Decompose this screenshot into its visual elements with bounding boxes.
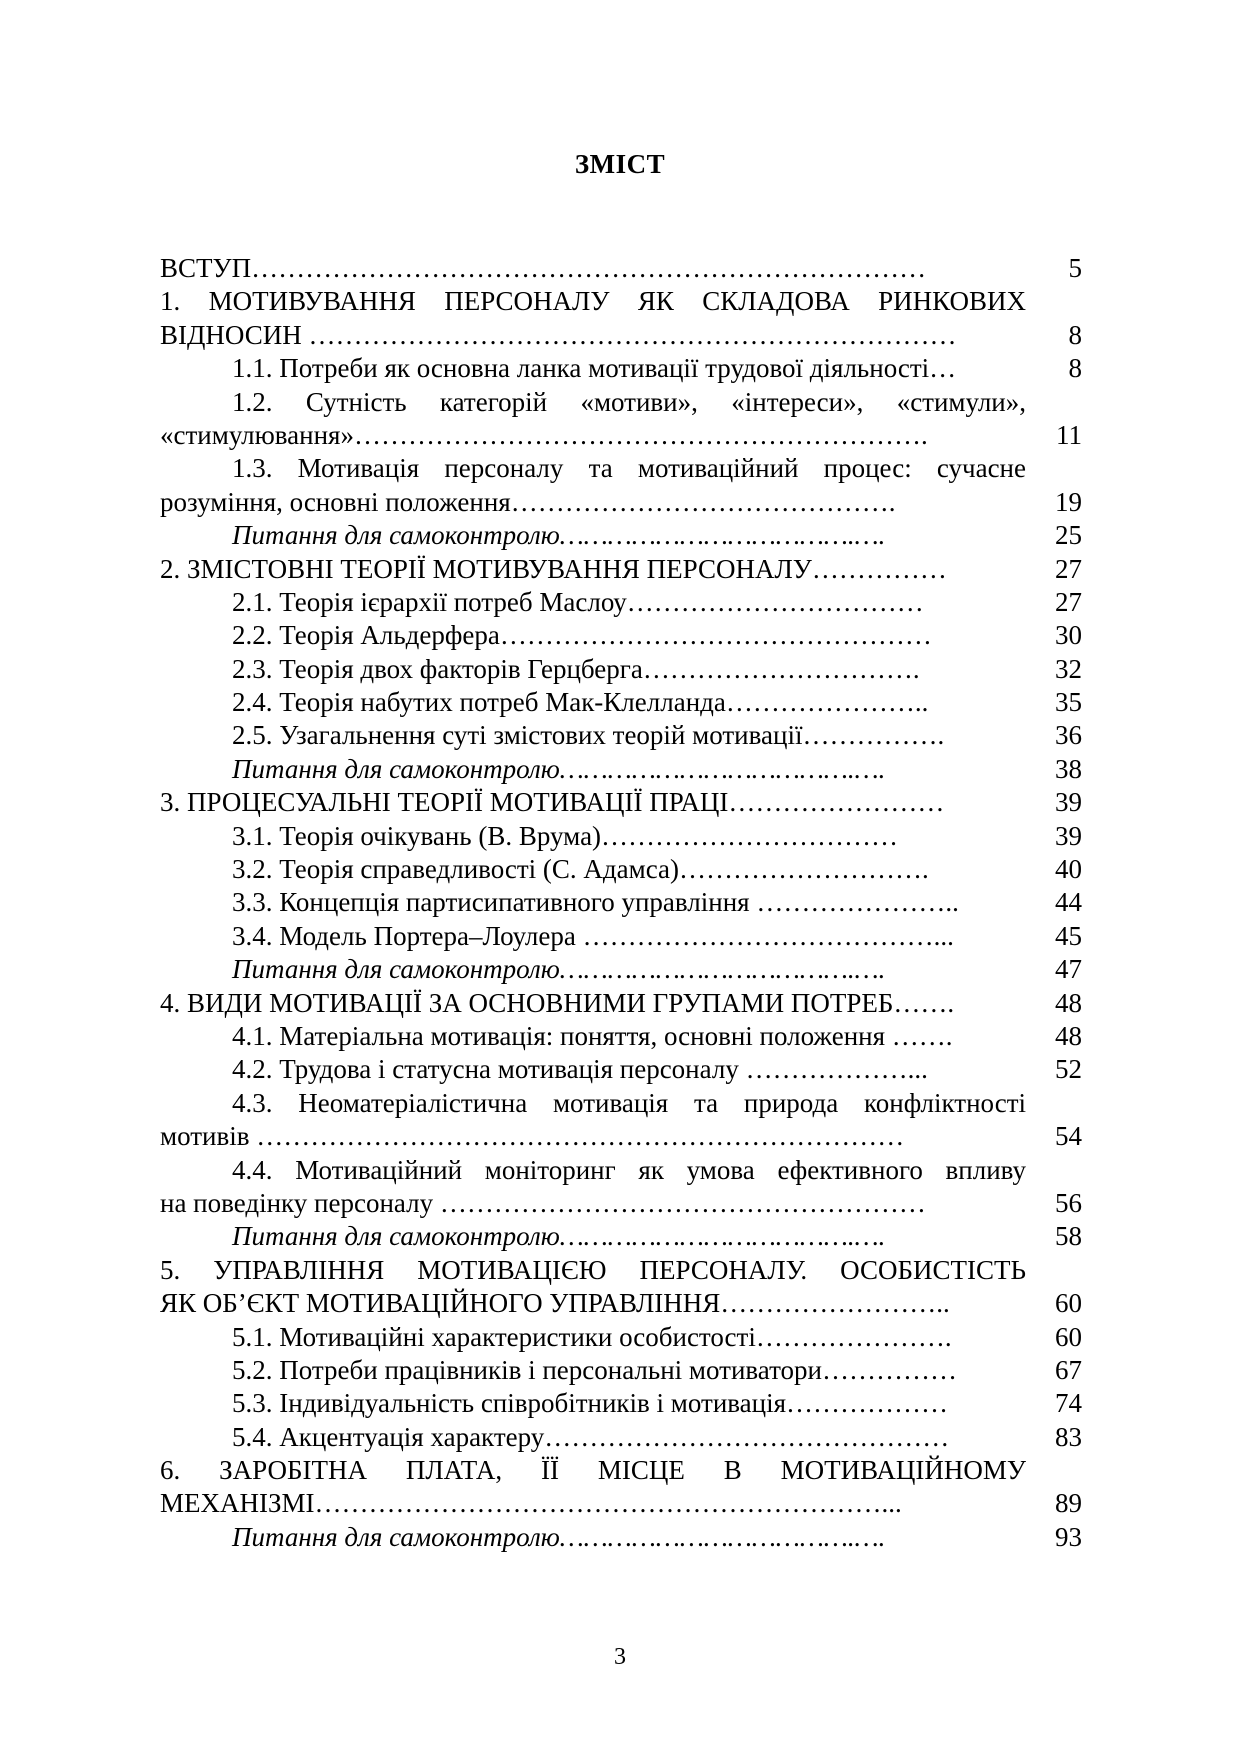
toc-entry-text: 1.1. Потреби як основна ланка мотивації трудової діяльності… [232, 353, 957, 384]
toc-row [160, 319, 1082, 352]
toc-entry-text: 5.3. Індивідуальність співробітників і мотивація……………… [232, 1388, 949, 1419]
toc-page-number: 67 [1055, 1354, 1082, 1385]
page-number: 3 [614, 1644, 626, 1670]
toc-page-number: 38 [1055, 753, 1082, 784]
toc-row [160, 519, 1082, 552]
toc-page-number: 30 [1055, 620, 1082, 651]
toc-row [160, 553, 1082, 586]
toc-entry-text: 3.2. Теорія справедливості (С. Адамса)………………………. [232, 854, 929, 885]
toc-row [160, 1454, 1082, 1487]
toc-entry-text: МЕХАНІЗМІ………………………………………………………... [160, 1488, 902, 1519]
toc-page-number: 35 [1055, 687, 1082, 718]
toc-entry-text: 2. ЗМІСТОВНІ ТЕОРІЇ МОТИВУВАННЯ ПЕРСОНАЛУ…………… [160, 553, 947, 584]
toc-entry-text: 2.1. Теорія ієрархії потреб Маслоу…………………………… [232, 586, 924, 617]
toc-page-number: 19 [1055, 486, 1082, 517]
toc-entry-text: на поведінку персоналу ……………………………………………… [160, 1187, 926, 1218]
toc-row [160, 1020, 1082, 1053]
toc-row [160, 786, 1082, 819]
toc-row [160, 853, 1082, 886]
toc-entry-text: 2.3. Теорія двох факторів Герцберга…………………………. [232, 653, 920, 684]
toc-row [160, 686, 1082, 719]
toc-row [160, 252, 1082, 285]
toc-row [160, 1487, 1082, 1520]
toc-row [160, 1287, 1082, 1320]
toc-entry-text: 5. УПРАВЛІННЯ МОТИВАЦІЄЮ ПЕРСОНАЛУ. ОСОБИСТІСТЬ [160, 1254, 1026, 1285]
toc-entry-text: «стимулювання»………………………………………………………. [160, 419, 928, 450]
toc-entry-text: 4.3. Неоматеріалістична мотивація та природа конфліктності [232, 1087, 1026, 1118]
toc-entry-text: мотивів ……………………………………………………………… [160, 1121, 905, 1152]
toc-page-number: 89 [1055, 1488, 1082, 1519]
toc-entry-text: Питання для самоконтролю……………………………….…. [232, 954, 886, 985]
toc-row [160, 586, 1082, 619]
toc-row [160, 486, 1082, 519]
toc-row [160, 653, 1082, 686]
page-title: ЗМІСТ [574, 149, 666, 179]
toc-entry-text: Питання для самоконтролю……………………………….…. [232, 1221, 886, 1252]
toc-entry-text: 5.2. Потреби працівників і персональні мотиватори…………… [232, 1354, 957, 1385]
toc-page-number: 5 [1068, 253, 1082, 283]
toc-entry-text: 3.3. Концепція партисипативного управління ………………….. [232, 887, 959, 918]
toc-row [160, 1053, 1082, 1086]
toc-entry-text: 5.4. Акцентуація характеру……………………………………… [232, 1421, 950, 1452]
toc-row [160, 419, 1082, 452]
toc-row [160, 386, 1082, 419]
toc-row [160, 452, 1082, 485]
toc-page-number: 11 [1056, 419, 1082, 450]
toc-row [160, 1421, 1082, 1454]
toc-page-number: 45 [1055, 920, 1082, 951]
toc-row [160, 352, 1082, 385]
toc-row [160, 1154, 1082, 1187]
toc-page-number: 25 [1055, 520, 1082, 551]
toc-row [160, 1321, 1082, 1354]
toc-entry-text: розуміння, основні положення……………………………………. [160, 486, 896, 517]
toc-row [160, 886, 1082, 919]
toc-row [160, 1387, 1082, 1420]
toc-entry-text: 3.4. Модель Портера–Лоулера …………………………………... [232, 920, 954, 951]
toc-page-number: 52 [1055, 1054, 1082, 1085]
toc-entry-text: Питання для самоконтролю……………………………….…. [232, 753, 886, 784]
toc-row [160, 820, 1082, 853]
toc-entry-text: 2.4. Теорія набутих потреб Мак-Клелланда………………….. [232, 687, 929, 718]
toc-entry-text: 4.4. Мотиваційний моніторинг як умова ефективного впливу [232, 1154, 1026, 1185]
toc-page-number: 56 [1055, 1187, 1082, 1218]
toc-entry-text: 4.1. Матеріальна мотивація: поняття, основні положення ……. [232, 1020, 953, 1051]
toc-row [160, 1120, 1082, 1153]
toc-page-number: 27 [1055, 553, 1082, 584]
toc-entry-text: Питання для самоконтролю……………………………….…. [232, 520, 886, 551]
toc-entry-text: ВІДНОСИН ……………………………………………………………… [160, 319, 957, 350]
toc-page-number: 27 [1055, 586, 1082, 617]
toc-page-number: 83 [1055, 1421, 1082, 1452]
toc-page-number: 60 [1055, 1288, 1082, 1319]
toc-entry-text: 6. ЗАРОБІТНА ПЛАТА, ЇЇ МІСЦЕ В МОТИВАЦІЙНОМУ [160, 1455, 1026, 1486]
toc-row [160, 1087, 1082, 1120]
toc-page-number: 39 [1055, 820, 1082, 851]
toc-row [160, 1354, 1082, 1387]
toc-page-number: 93 [1055, 1521, 1082, 1552]
toc-page-number: 8 [1068, 353, 1082, 384]
toc-entry-text: Питання для самоконтролю……………………………….…. [232, 1521, 886, 1552]
toc-entry-text: ВСТУП………………………………………………………………… [160, 253, 927, 283]
toc-row [160, 1521, 1082, 1554]
toc-entry-text: 4. ВИДИ МОТИВАЦІЇ ЗА ОСНОВНИМИ ГРУПАМИ ПОТРЕБ……. [160, 987, 955, 1018]
toc-page-number: 74 [1055, 1388, 1082, 1419]
toc-entry-text: ЯК ОБ’ЄКТ МОТИВАЦІЙНОГО УПРАВЛІННЯ…………………….. [160, 1288, 950, 1319]
table-of-contents [160, 252, 1082, 1554]
toc-entry-text: 2.5. Узагальнення суті змістових теорій мотивації……………. [232, 720, 945, 751]
toc-row [160, 920, 1082, 953]
toc-entry-text: 1. МОТИВУВАННЯ ПЕРСОНАЛУ ЯК СКЛАДОВА РИНКОВИХ [160, 286, 1026, 317]
toc-entry-text: 3. ПРОЦЕСУАЛЬНІ ТЕОРІЇ МОТИВАЦІЇ ПРАЦІ…………………… [160, 787, 945, 818]
toc-row [160, 619, 1082, 652]
toc-row [160, 1187, 1082, 1220]
toc-page-number: 39 [1055, 787, 1082, 818]
toc-entry-text: 2.2. Теорія Альдерфера………………………………………… [232, 620, 932, 651]
toc-page-number: 58 [1055, 1221, 1082, 1252]
toc-row [160, 753, 1082, 786]
toc-page-number: 48 [1055, 1020, 1082, 1051]
toc-entry-text: 1.2. Сутність категорій «мотиви», «інтереси», «стимули», [232, 386, 1026, 417]
toc-row [160, 1254, 1082, 1287]
toc-page-number: 44 [1055, 887, 1082, 918]
toc-page-number: 48 [1055, 987, 1082, 1018]
toc-page-number: 47 [1055, 954, 1082, 985]
toc-entry-text: 3.1. Теорія очікувань (В. Врума)…………………………… [232, 820, 899, 851]
toc-row [160, 987, 1082, 1020]
toc-page-number: 60 [1055, 1321, 1082, 1352]
toc-page-number: 36 [1055, 720, 1082, 751]
toc-entry-text: 1.3. Мотивація персоналу та мотиваційний процес: сучасне [232, 453, 1026, 484]
toc-page-number: 40 [1055, 854, 1082, 885]
toc-page-number: 32 [1055, 653, 1082, 684]
toc-row [160, 285, 1082, 318]
toc-page-number: 8 [1068, 319, 1082, 350]
toc-page-number: 54 [1055, 1121, 1082, 1152]
toc-row [160, 1220, 1082, 1253]
toc-row [160, 719, 1082, 752]
toc-entry-text: 5.1. Мотиваційні характеристики особистості…………………. [232, 1321, 952, 1352]
toc-row [160, 953, 1082, 986]
toc-entry-text: 4.2. Трудова і статусна мотивація персоналу ………………... [232, 1054, 928, 1085]
